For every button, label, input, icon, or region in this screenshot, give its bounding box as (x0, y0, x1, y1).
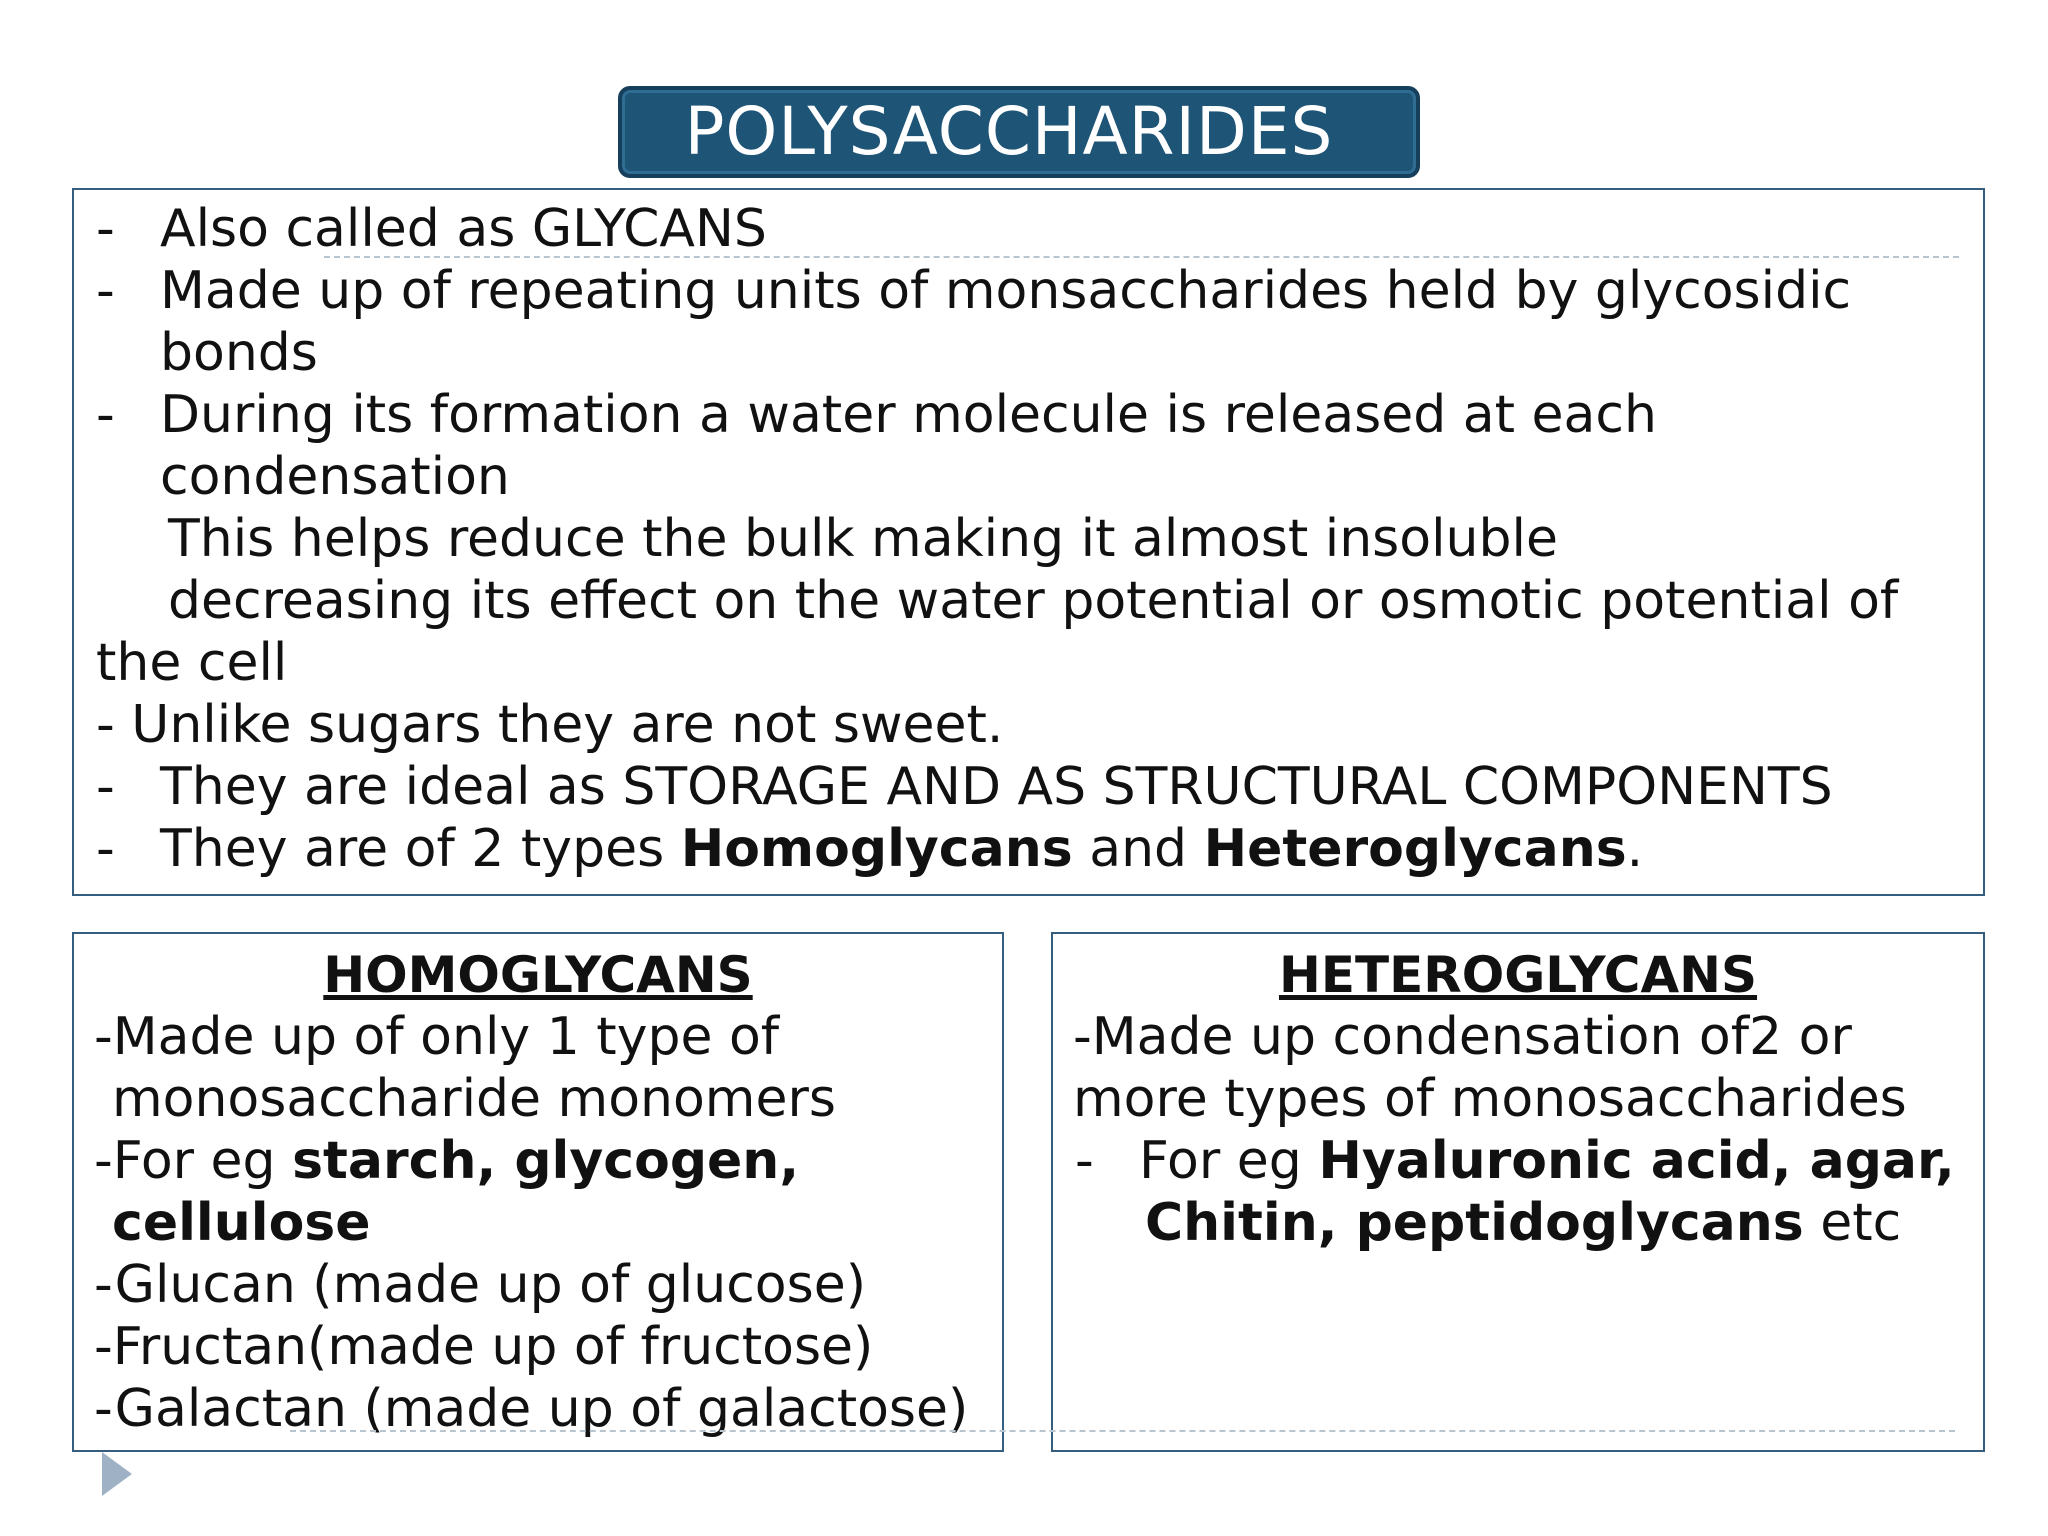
example-terms: Hyaluronic acid, agar, (1318, 1131, 1955, 1191)
example-suffix: etc (1803, 1193, 1902, 1253)
types-intro: They are of 2 types (160, 819, 681, 879)
homoglycans-heading: HOMOGLYCANS (323, 946, 753, 1004)
heteroglycans-box (1051, 932, 1985, 1452)
list-item: -Fructan(made up of fructose) (94, 1317, 874, 1377)
list-item-text: They are ideal as STORAGE AND AS STRUCTURAL COMPONENTS (160, 757, 1833, 817)
example-terms: cellulose (112, 1193, 371, 1253)
paragraph-text: This helps reduce the bulk making it almost insoluble (168, 509, 1558, 569)
list-item-continuation: monosaccharide monomers (112, 1069, 836, 1129)
dashed-guide (324, 256, 1959, 258)
page-title-text: POLYSACCHARIDES (684, 93, 1334, 170)
heteroglycans-term: Heteroglycans (1203, 819, 1627, 879)
next-slide-play-icon[interactable] (102, 1452, 132, 1496)
bullet-dash: - (96, 819, 115, 879)
list-item-text (1145, 1192, 1901, 1254)
list-item-continuation: more types of monosaccharides (1073, 1069, 1907, 1129)
list-item (94, 1130, 799, 1192)
list-item: -Glucan (made up of glucose) (94, 1255, 866, 1315)
paragraph-text: decreasing its effect on the water potential or osmotic potential of (168, 571, 1899, 631)
example-prefix: For eg (1139, 1131, 1319, 1191)
bullet-dash: - (96, 385, 115, 445)
list-item-text: Made up of repeating units of monsaccharides held by glycosidic (160, 261, 1852, 321)
list-item: -Made up of only 1 type of (94, 1007, 780, 1067)
bullet-dash: - (96, 261, 115, 321)
page-title (618, 86, 1420, 178)
list-item: -Made up condensation of2 or (1073, 1007, 1852, 1067)
dashed-guide (290, 1430, 1955, 1432)
list-item-text (160, 818, 1643, 880)
list-item-text (1139, 1130, 1955, 1192)
example-terms: starch, glycogen, (292, 1131, 800, 1191)
list-item-text: Also called as GLYCANS (160, 199, 767, 259)
bullet-dash: - (96, 199, 115, 259)
list-item-continuation (112, 1192, 371, 1254)
example-terms: Chitin, peptidoglycans (1145, 1193, 1804, 1253)
list-item-text: condensation (160, 447, 510, 507)
bullet-dash: - (1075, 1131, 1094, 1191)
homoglycans-term: Homoglycans (680, 819, 1073, 879)
paragraph-text: the cell (96, 633, 288, 693)
list-item-text: During its formation a water molecule is released at each (160, 385, 1657, 445)
list-item: -Galactan (made up of galactose) (94, 1379, 969, 1439)
heteroglycans-heading: HETEROGLYCANS (1278, 946, 1758, 1004)
bullet-dash: - (96, 757, 115, 817)
list-item-text: bonds (160, 323, 318, 383)
types-period: . (1626, 819, 1644, 879)
homoglycans-box (72, 932, 1004, 1452)
definition-box (72, 188, 1985, 896)
list-item-text: - Unlike sugars they are not sweet. (96, 695, 1004, 755)
types-and: and (1072, 819, 1204, 879)
example-prefix: -For eg (94, 1131, 293, 1191)
